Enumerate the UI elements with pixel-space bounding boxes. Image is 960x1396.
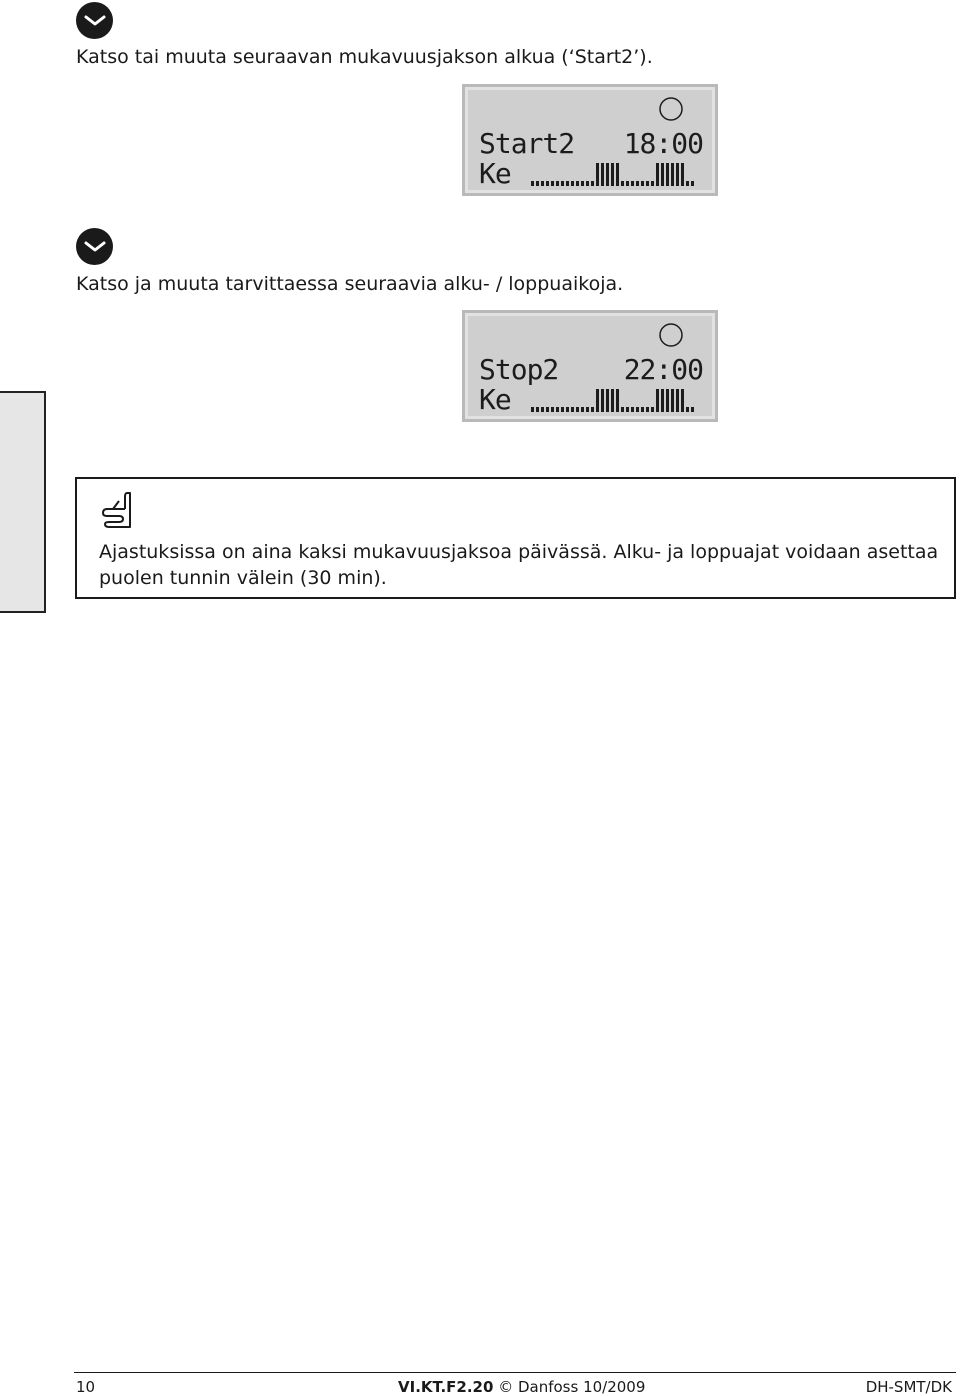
side-tab	[0, 391, 46, 613]
chevron-down-icon	[76, 2, 113, 39]
sun-icon	[657, 321, 685, 349]
page-number: 10	[76, 1378, 96, 1396]
step-1-text: Katso tai muuta seuraavan mukavuusjakson alkua (‘Start2’).	[76, 46, 653, 68]
schedule-bar-graph	[531, 161, 711, 187]
copyright: © Danfoss 10/2009	[498, 1378, 646, 1396]
footer-rule	[74, 1372, 956, 1373]
note-box	[75, 477, 956, 599]
lcd-day: Ke	[479, 383, 511, 416]
document-code: VI.KT.F2.20	[398, 1378, 494, 1396]
lcd-label: Stop2	[479, 353, 559, 386]
step-2-text: Katso ja muuta tarvittaessa seuraavia alku- / loppuaikoja.	[76, 273, 624, 295]
sun-icon	[657, 95, 685, 123]
chevron-down-icon	[76, 228, 113, 265]
division-code: DH-SMT/DK	[865, 1378, 952, 1396]
footer-center	[398, 1378, 645, 1396]
lcd-day: Ke	[479, 157, 511, 190]
lcd-time: 22:00	[623, 353, 703, 386]
lcd-time: 18:00	[623, 127, 703, 160]
lcd-label: Start2	[479, 127, 575, 160]
pointing-hand-icon	[99, 489, 135, 533]
schedule-bar-graph	[531, 387, 711, 413]
note-text: Ajastuksissa on aina kaksi mukavuusjaksoa päivässä. Alku- ja loppuajat voidaan asettaa puolen tunnin välein (30 min).	[99, 541, 939, 589]
lcd-display-start2	[462, 84, 718, 196]
lcd-display-stop2	[462, 310, 718, 422]
